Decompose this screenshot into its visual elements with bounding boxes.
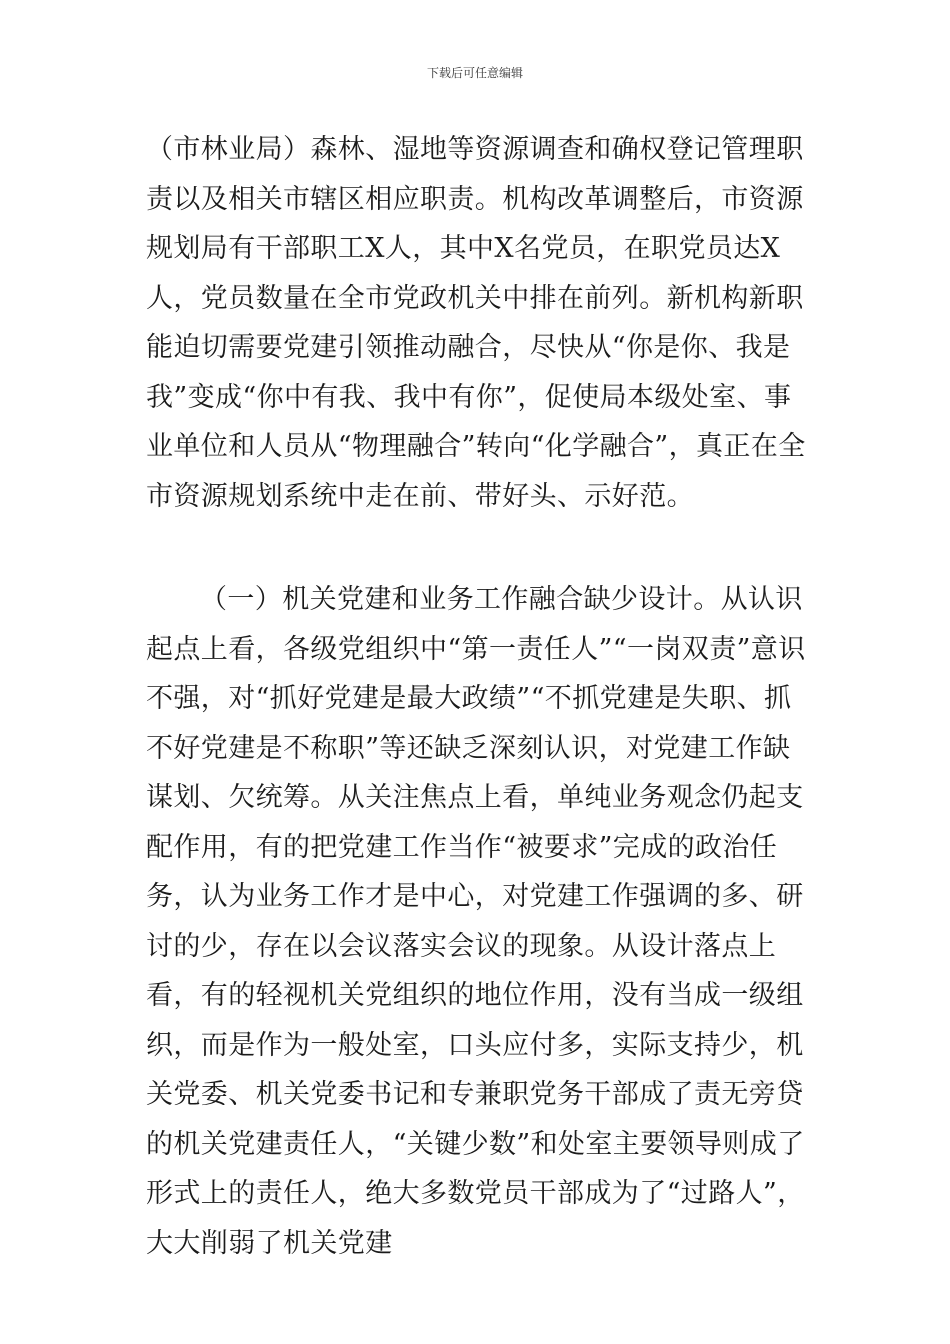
body-paragraph-2: （一）机关党建和业务工作融合缺少设计。从认识起点上看，各级党组织中“第一责任人”“一岗双责”意识不强，对“抓好党建是最大政绩”“不抓党建是失职、抓不好党建是不称职”等还缺乏深刻认识，对党建工作缺谋划、欠统筹。从关注焦点上看，单纯业务观念仍起支配作用，有的把党建工作当作“被要求”完成的政治任务，认为业务工作才是中心，对党建工作强调的多、研讨的少，存在以会议落实会议的现象。从设计落点上看，有的轻视机关党组织的地位作用，没有当成一级组织，而是作为一般处室，口头应付多，实际支持少，机关党委、机关党委书记和专兼职党务干部成了责无旁贷的机关党建责任人，“关键少数”和处室主要领导则成了形式上的责任人，绝大多数党员干部成为了“过路人”，大大削弱了机关党建	[146, 584, 806, 1259]
body-paragraph-1: （市林业局）森林、湿地等资源调查和确权登记管理职责以及相关市辖区相应职责。机构改革调整后，市资源规划局有干部职工X人，其中X名党员，在职党员达X人，党员数量在全市党政机关中排在前列。新机构新职能迫切需要党建引领推动融合，尽快从“你是你、我是我”变成“你中有我、我中有你”，促使局本级处室、事业单位和人员从“物理融合”转向“化学融合”，真正在全市资源规划系统中走在前、带好头、示好范。	[146, 134, 806, 512]
page-header-note: 下载后可任意编辑	[426, 66, 523, 80]
